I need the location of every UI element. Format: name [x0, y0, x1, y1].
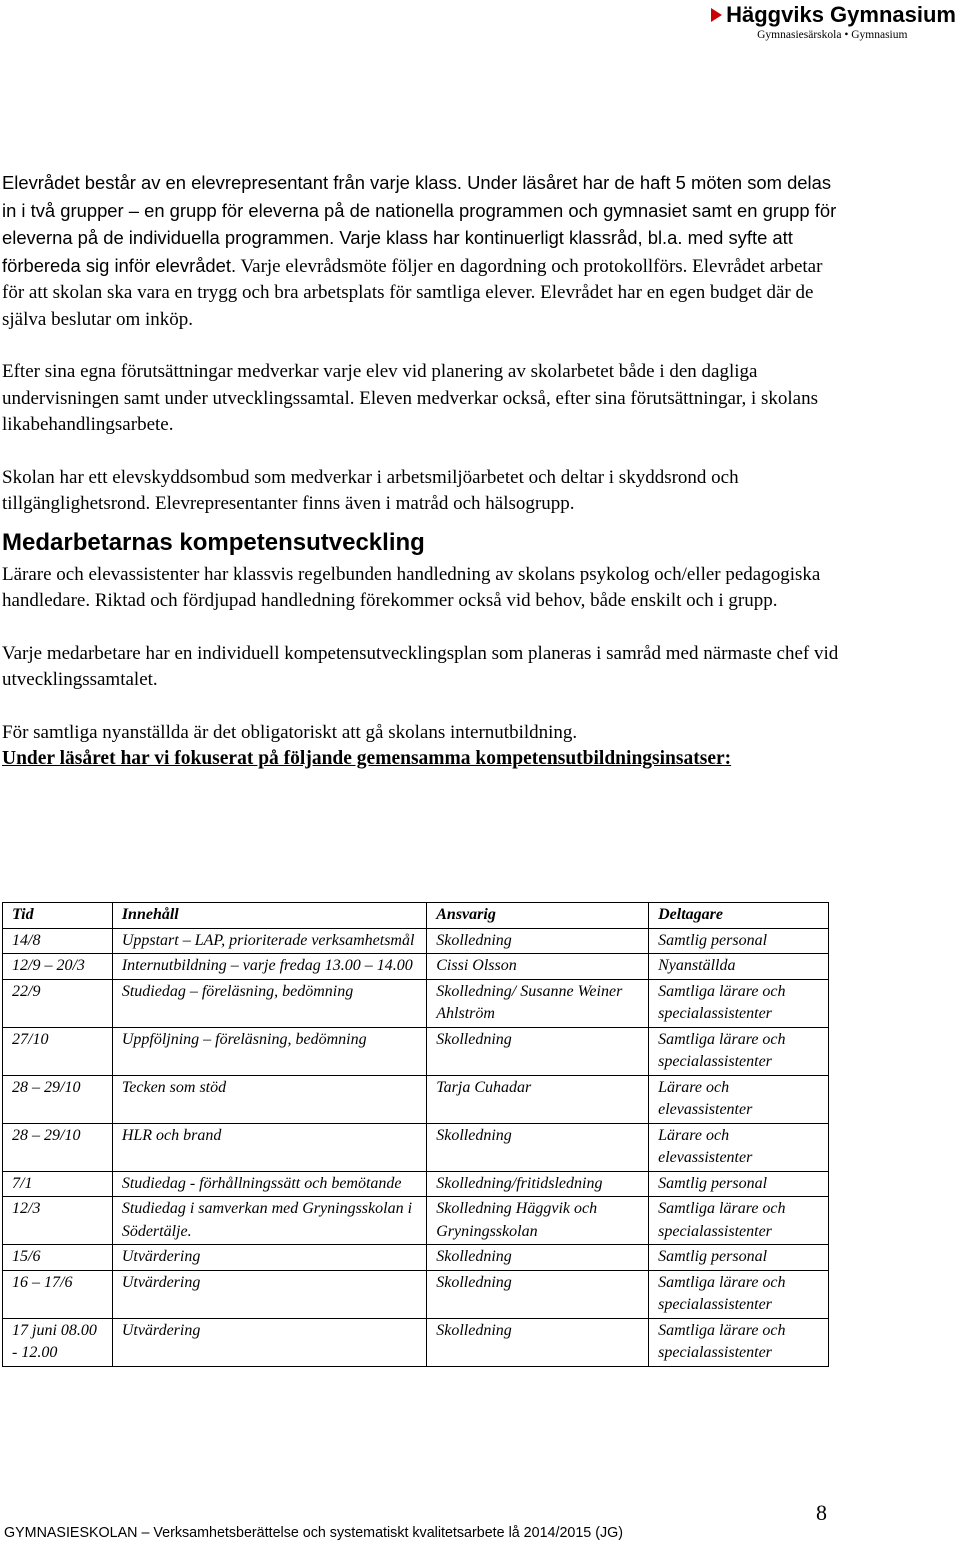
cell-responsible: Skolledning	[427, 1027, 649, 1075]
cell-responsible: Skolledning/fritidsledning	[427, 1171, 649, 1197]
cell-content: Tecken som stöd	[112, 1075, 426, 1123]
page-number: 8	[816, 1500, 827, 1525]
cell-responsible: Skolledning	[427, 928, 649, 954]
table-row	[3, 1075, 829, 1123]
cell-content: Studiedag i samverkan med Gryningsskolan i Södertälje.	[112, 1197, 426, 1245]
logo-text: Häggviks Gymnasium	[726, 2, 956, 27]
cell-content: Internutbildning – varje fredag 13.00 – 14.00	[112, 954, 426, 980]
table-row	[3, 1245, 829, 1271]
logo-subtitle: Gymnasiesärskola • Gymnasium	[757, 29, 908, 41]
cell-responsible: Skolledning	[427, 1123, 649, 1171]
cell-content: Uppföljning – föreläsning, bedömning	[112, 1027, 426, 1075]
cell-content: Utvärdering	[112, 1318, 426, 1366]
paragraph-student-council-part1: Elevrådet består av en elevrepresentant från varje klass. Under läsåret har de haft 5 möten som delas in i två grupper – en grupp för eleverna på de nationella programmen och gymnasiet samt en grupp för eleverna på de individuella programmen. Varje klass har kontinuerligt klassråd, bl.a. med syfte att förbereda sig inför elevrådet.	[2, 172, 837, 276]
cell-time: 17 juni 08.00 - 12.00	[3, 1318, 113, 1366]
cell-time: 15/6	[3, 1245, 113, 1271]
table-row	[3, 1123, 829, 1171]
section-heading: Medarbetarnas kompetensutveckling	[2, 528, 425, 556]
cell-time: 22/9	[3, 979, 113, 1027]
cell-participants: Samtliga lärare och specialassistenter	[649, 1270, 829, 1318]
cell-participants: Samtliga lärare och specialassistenter	[649, 1027, 829, 1075]
cell-participants: Lärare och elevassistenter	[649, 1075, 829, 1123]
document-body	[2, 170, 842, 772]
table-row	[3, 928, 829, 954]
cell-content: Studiedag - förhållningssätt och bemötande	[112, 1171, 426, 1197]
school-logo	[711, 2, 956, 42]
table-header-row	[3, 903, 829, 929]
table-row	[3, 954, 829, 980]
training-schedule-table	[2, 902, 829, 1367]
header-participants: Deltagare	[649, 903, 829, 929]
paragraph-development-plan: Varje medarbetare har en individuell kompetensutvecklingsplan som planeras i samråd med närmaste chef vid utvecklingssamtalet.	[2, 642, 839, 690]
cell-time: 7/1	[3, 1171, 113, 1197]
paragraph-student-council-part2: Varje elevrådsmöte följer en dagordning och protokollförs. Elevrådet arbetar för att skolan ska vara en trygg och bra arbetsplats för samtliga elever. Elevrådet har en egen budget där de själva beslutar om inköp.	[2, 255, 823, 330]
cell-time: 27/10	[3, 1027, 113, 1075]
table-row	[3, 1197, 829, 1245]
cell-responsible: Skolledning	[427, 1245, 649, 1271]
header-responsible: Ansvarig	[427, 903, 649, 929]
cell-responsible: Skolledning	[427, 1270, 649, 1318]
cell-time: 28 – 29/10	[3, 1075, 113, 1123]
cell-participants: Samtlig personal	[649, 1245, 829, 1271]
cell-time: 14/8	[3, 928, 113, 954]
cell-responsible: Tarja Cuhadar	[427, 1075, 649, 1123]
cell-responsible: Skolledning/ Susanne Weiner Ahlström	[427, 979, 649, 1027]
cell-time: 12/9 – 20/3	[3, 954, 113, 980]
cell-content: HLR och brand	[112, 1123, 426, 1171]
cell-responsible: Skolledning	[427, 1318, 649, 1366]
paragraph-new-staff: För samtliga nyanställda är det obligatoriskt att gå skolans internutbildning.	[2, 721, 578, 743]
cell-responsible: Cissi Olsson	[427, 954, 649, 980]
cell-participants: Nyanställda	[649, 954, 829, 980]
paragraph-supervision: Lärare och elevassistenter har klassvis regelbunden handledning av skolans psykolog och/eller pedagogiska handledare. Riktad och fördjupad handledning förekommer också vid behov, både enskilt och i grupp.	[2, 563, 821, 611]
logo-arrow-icon	[711, 8, 722, 22]
page-footer: GYMNASIESKOLAN – Verksamhetsberättelse och systematiskt kvalitetsarbete lå 2014/2015 (JG)	[4, 1525, 624, 1541]
cell-content: Uppstart – LAP, prioriterade verksamhetsmål	[112, 928, 426, 954]
cell-content: Studiedag – föreläsning, bedömning	[112, 979, 426, 1027]
cell-content: Utvärdering	[112, 1245, 426, 1271]
cell-participants: Samtlig personal	[649, 928, 829, 954]
paragraph-safety-representative: Skolan har ett elevskyddsombud som medverkar i arbetsmiljöarbetet och deltar i skyddsrond och tillgänglighetsrond. Elevrepresentanter finns även i matråd och hälsogrupp.	[2, 466, 739, 514]
paragraph-student-participation: Efter sina egna förutsättningar medverkar varje elev vid planering av skolarbetet både i den dagliga undervisningen samt under utvecklingssamtal. Eleven medverkar också, efter sina förutsättningar, i skolans likabehandlingsarbete.	[2, 361, 819, 435]
cell-participants: Samtlig personal	[649, 1171, 829, 1197]
cell-participants: Lärare och elevassistenter	[649, 1123, 829, 1171]
cell-time: 16 – 17/6	[3, 1270, 113, 1318]
table-row	[3, 979, 829, 1027]
table-row	[3, 1027, 829, 1075]
table-row	[3, 1318, 829, 1366]
header-content: Innehåll	[112, 903, 426, 929]
cell-participants: Samtliga lärare och specialassistenter	[649, 979, 829, 1027]
cell-time: 12/3	[3, 1197, 113, 1245]
header-time: Tid	[3, 903, 113, 929]
paragraph-student-council	[2, 170, 842, 333]
cell-participants: Samtliga lärare och specialassistenter	[649, 1318, 829, 1366]
cell-content: Utvärdering	[112, 1270, 426, 1318]
cell-responsible: Skolledning Häggvik och Gryningsskolan	[427, 1197, 649, 1245]
table-intro: Under läsåret har vi fokuserat på följande gemensamma kompetensutbildningsinsatser:	[2, 748, 732, 769]
cell-participants: Samtliga lärare och specialassistenter	[649, 1197, 829, 1245]
table-row	[3, 1171, 829, 1197]
table-row	[3, 1270, 829, 1318]
cell-time: 28 – 29/10	[3, 1123, 113, 1171]
